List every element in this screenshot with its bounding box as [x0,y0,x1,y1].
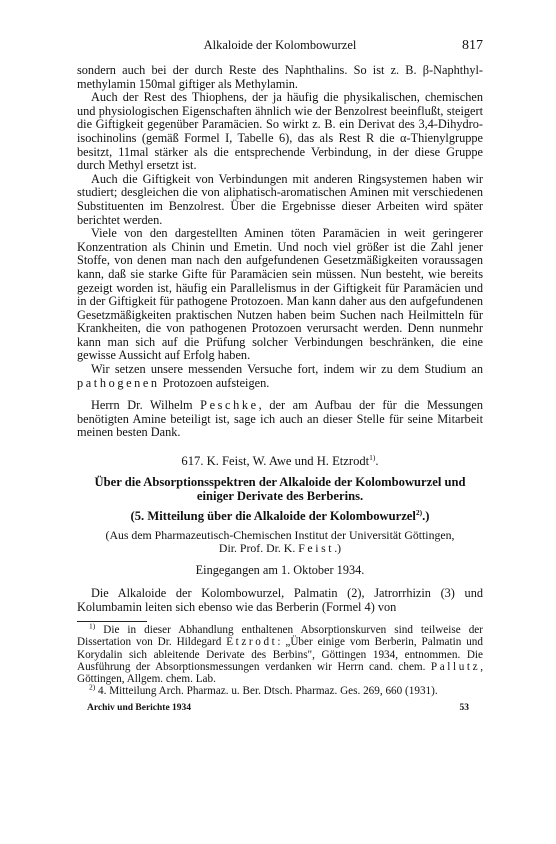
paragraph-5 [77,363,483,390]
footer-journal: Archiv und Berichte 1934 [87,703,192,714]
received-date: Eingegangen am 1. Oktober 1934. [195,563,365,578]
footer-signature: 53 [459,703,469,714]
page-header [77,38,483,56]
paragraph-5-end: Protozoen aufsteigen. [159,375,270,390]
page [77,38,483,717]
paragraph-4: Viele von den dargestellten Aminen töten Paramäcien in weit geringerer Konzentration als Chinin und Emetin. Und noch viel größer ist die Zahl jener Stoffe, von denen man nach den aufgefundenen Gesetzmäßigkeiten voraussagen kann, daß sie starke Gifte für Paramäcien sein müssen. Nun besteht, wie bereits gezeigt worden ist, häufig ein Parallelismus in der Giftigkeit für Paramäcien und in der Giftigkeit für pathogene Protozoen. Man kann daher aus den aufgefundenen Gesetzmäßigkeiten praktischen Nutzen haben beim Suchen nach Heilmitteln für Krankheiten, die von pathogenen Protozoen verursacht werden. Denn nunmehr kann man sich auf die Prüfung solcher Verbindungen beschränken, die eine gewisse Aussicht auf Erfolg haben. [77,226,483,363]
article-first-paragraph: Die Alkaloide der Kolombowurzel, Palmatin (2), Jatrorrhizin (3) und Kolumbamin leiten sich ebenso wie das Berberin (Formel 4) von [77,586,483,614]
acknowledgement-start: Herrn Dr. Wilhelm [91,398,201,413]
page-number: 817 [462,38,483,53]
paragraph-2: Auch der Rest des Thiophens, der ja häufig die physikalischen, chemischen und physiologischen Eigenschaften ähnlich wie der Benzolrest beeinflußt, steigert die Giftigkeit gegenüber Paramäcien. So wirkt z. B. ein Derivat des 3,4-Dihydro-isochinolins (gemäß Formel I, Tabelle 6), das als Rest R die α-Thienylgruppe besitzt, 11mal stärker als die entsprechende Verbindung, in der diese Gruppe durch Methyl ersetzt ist. [77,90,483,173]
paragraph-1: sondern auch bei der durch Reste des Naphthalins. So ist z. B. β-Naphthyl-methylamin 150mal giftiger als Methylamin. [77,63,483,91]
institute-line-2: Dir. Prof. Dr. K. Feist.) [218,541,342,556]
acknowledgement [77,399,483,440]
running-title: Alkaloide der Kolombowurzel [203,38,357,52]
acknowledgement-end: , der am Aufbau der für die Messungen benötigten Amine beteiligt ist, sage ich auch an dieser Stelle für seine Mitarbeit meinen besten Dank. [77,398,483,440]
acknowledgement-name: Peschke [200,398,259,413]
paragraph-5-start: Wir setzen unsere messenden Versuche fort, indem wir zu dem Studium an [91,362,483,377]
footnote-1: $^{1)}$ Die in dieser Abhandlung enthaltenen Absorptionskurven sind teilweise der Dissertation von Dr. Hildegard Etzrodt: „Über einige vom Berberin, Palmatin und Korydalin sich ableitende Derivate des Berbins", Göttingen 1934, entnommen. Die Ausführung der Absorptionsmessungen verdanken wir Herrn cand. chem. Pallutz, Göttingen, Allgem. chem. Lab. [77,621,483,686]
article-subtitle: (5. Mitteilung über die Alkaloide der Kolombowurzel$^{2)}$.) [130,507,430,524]
institute-note [77,529,483,555]
paragraph-5-spaced: pathogenen [77,375,160,390]
previous-article-body [77,64,483,440]
page-footer [77,703,483,717]
footnote-rule [77,621,147,622]
article-number-authors: 617. K. Feist, W. Awe und H. Etzrodt$^{1)}$. [181,452,379,469]
subtitle-footnote-ref: 2) [415,507,423,517]
authors-footnote-ref: 1) [369,452,376,462]
footnote-2: $^{2)}$ 4. Mitteilung Arch. Pharmaz. u. Ber. Dtsch. Pharmaz. Ges. 269, 660 (1931). [89,682,438,698]
institute-line-1: (Aus dem Pharmazeutisch-Chemischen Institut der Universität Göttingen, [105,528,455,543]
paragraph-3: Auch die Giftigkeit von Verbindungen mit anderen Ringsystemen haben wir studiert; desgleichen die von aliphatisch-aromatischen Aminen mit verschiedenen Substituenten im Benzolrest. Über die Ergebnisse dieser Arbeiten wird später berichtet werden. [77,171,483,227]
article-title: Über die Absorptionsspektren der Alkaloide der Kolombowurzel und einiger Derivate des Berberins. [94,475,466,504]
